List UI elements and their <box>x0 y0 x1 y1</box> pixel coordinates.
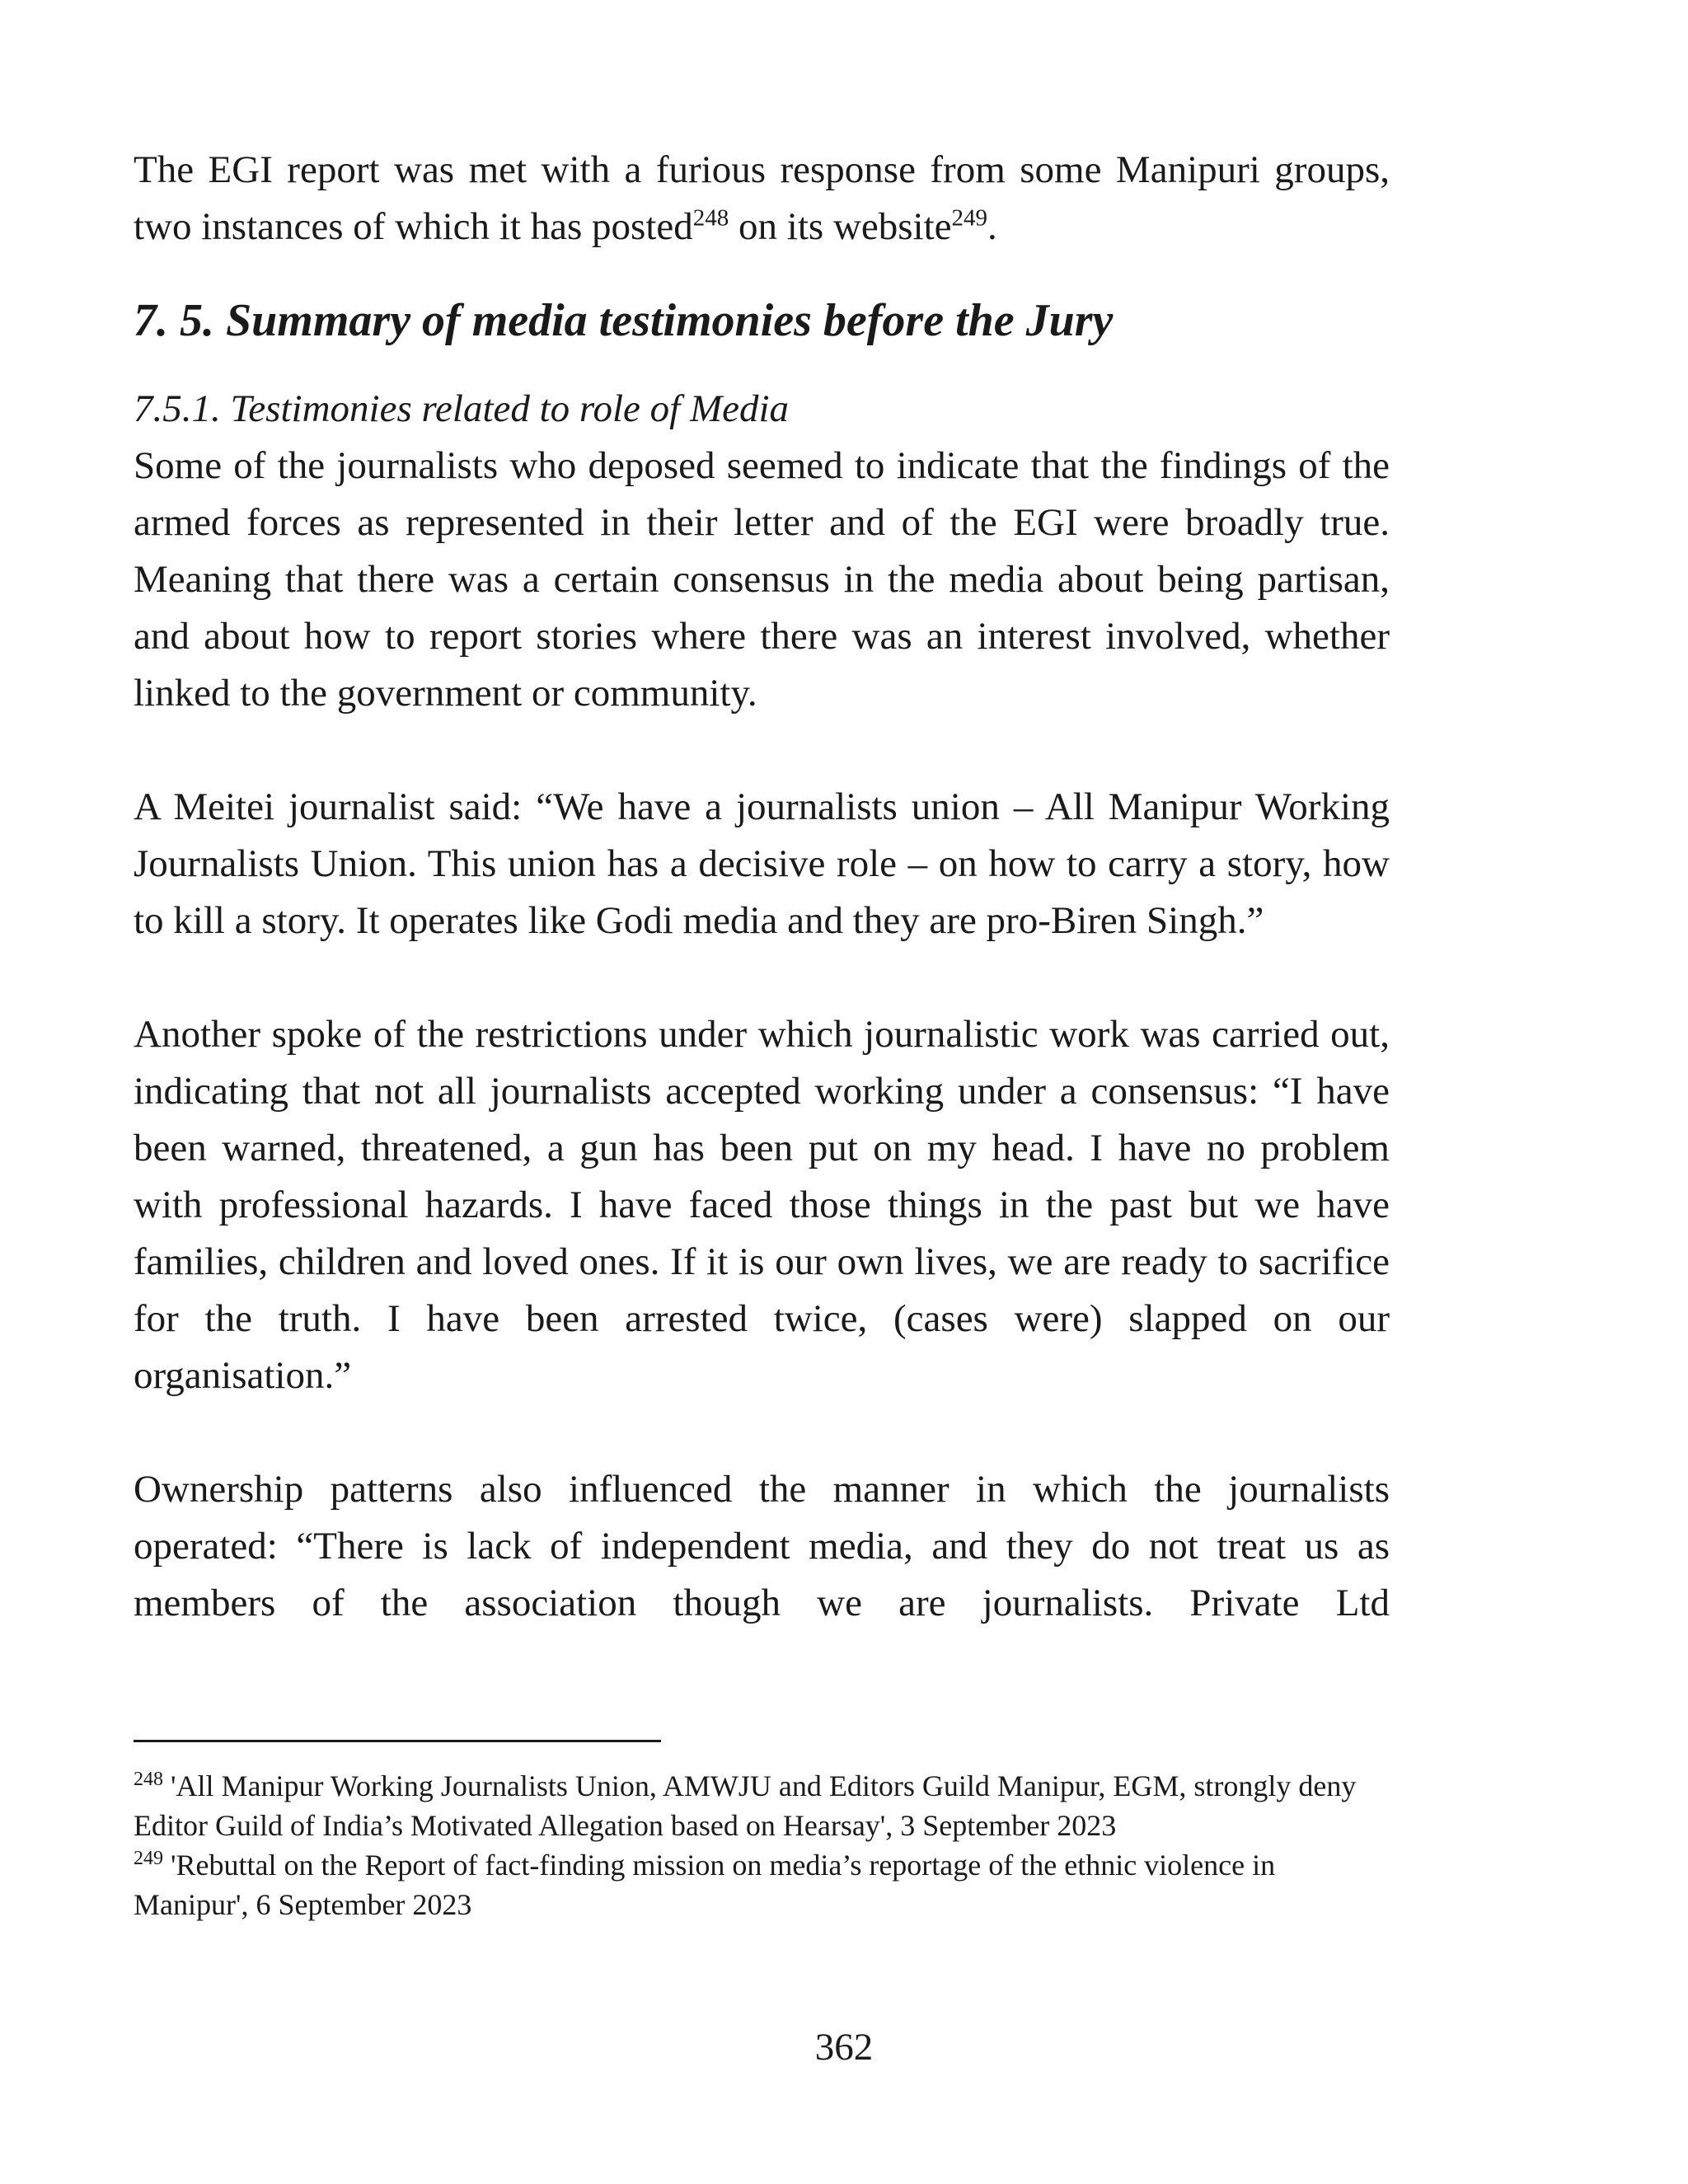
intro-text-1: The EGI report was met with a furious response from some Manipuri groups, two instances of which it has posted <box>134 148 1390 248</box>
intro-text-3: . <box>987 205 997 248</box>
body-paragraph-2: A Meitei journalist said: “We have a journalists union – All Manipur Working Journalists Union. This union has a decisive role – on how to carry a story, how to kill a story. It operates like Godi media and they are pro-Biren Singh.” <box>134 785 1390 942</box>
body-paragraph-1: Some of the journalists who deposed seemed to indicate that the findings of the armed forces as represented in their letter and of the EGI were broadly true. Meaning that there was a certain consensus in the media about being partisan, and about how to report stories where there was an interest involved, whether linked to the government or community. <box>134 444 1390 715</box>
intro-paragraph <box>134 142 1390 255</box>
subsection-heading: 7.5.1. Testimonies related to role of Media <box>134 387 790 430</box>
body-paragraph-3: Another spoke of the restrictions under which journalistic work was carried out, indicating that not all journalists accepted working under a consensus: “I have been warned, threatened, a gun has been put on my head. I have no problem with professional hazards. I have faced those things in the past but we have families, children and loved ones. If it is our own lives, we are ready to sacrifice for the truth. I have been arrested twice, (cases were) slapped on our organisation.” <box>134 1013 1390 1397</box>
footnote-249 <box>134 1845 1390 1924</box>
footnote-ref-248[interactable]: 248 <box>692 204 729 232</box>
page-body <box>134 142 1390 1632</box>
footnote-text: 'Rebuttal on the Report of fact-finding mission on media’s reportage of the ethnic violence in Manipur', 6 September 2023 <box>134 1849 1276 1921</box>
footnote-text: 'All Manipur Working Journalists Union, AMWJU and Editors Guild Manipur, EGM, strongly deny Editor Guild of India’s Motivated Allegation based on Hearsay', 3 September 2023 <box>134 1769 1357 1842</box>
footnote-ref-249[interactable]: 249 <box>951 204 988 232</box>
footnote-number: 249 <box>134 1848 163 1869</box>
section-heading: 7. 5. Summary of media testimonies before the Jury <box>134 295 1114 346</box>
intro-text-2: on its website <box>729 205 952 248</box>
page-number: 362 <box>814 2026 874 2069</box>
footnote-number: 248 <box>134 1769 163 1790</box>
footnote-248 <box>134 1766 1390 1845</box>
body-paragraph-4: Ownership patterns also influenced the manner in which the journalists operated: “There is lack of independent media, and they do not treat us as members of the association though we are journalists. Private Ltd <box>134 1468 1390 1624</box>
footnotes <box>134 1766 1390 1924</box>
footnote-separator <box>134 1740 661 1742</box>
